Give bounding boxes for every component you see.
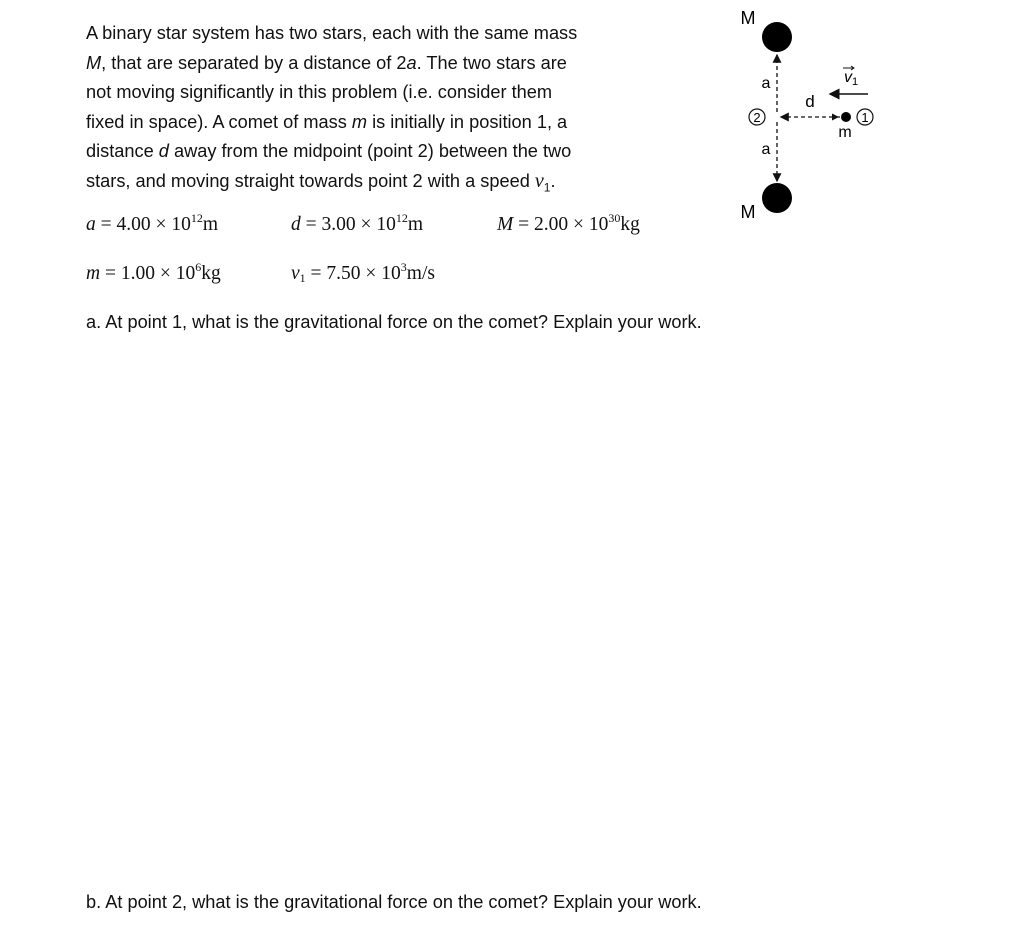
binary-star-diagram: [720, 0, 900, 230]
problem-statement: A binary star system has two stars, each with the same mass M, that are separated by a distance of 2a. The two stars are not moving significantly in this problem (i.e. consider them fixed in space). A comet of mass m is initially in position 1, a distance d away from the midpoint (point 2) between the two stars, and moving straight towards point 2 with a speed $v_1$.: [86, 23, 578, 195]
given-d: $d = 3.00 \times 10^{12}m$: [291, 211, 424, 235]
velocity-label: v1: [844, 69, 859, 88]
lower-distance-label: a: [761, 141, 771, 158]
comet: [841, 112, 851, 122]
question-a: a. At point 1, what is the gravitational force on the comet? Explain your work.: [86, 312, 702, 332]
star-bottom-label: M: [740, 202, 756, 222]
given-a: $a = 4.00 \times 10^{12}m$: [86, 211, 219, 235]
d-label: d: [805, 92, 815, 111]
star-top-label: M: [740, 8, 756, 28]
star-bottom: [762, 183, 792, 213]
given-M: $M = 2.00 \times 10^{30}kg$: [497, 211, 640, 235]
point-2-label: 2: [753, 110, 761, 125]
given-v1: $v_1 = 7.50 \times 10^3m/s$: [291, 260, 435, 285]
problem-line-1: A binary star system has two stars, each with the same mass: [86, 23, 578, 43]
point-1-label: 1: [861, 110, 869, 125]
star-top: [762, 22, 792, 52]
upper-distance-label: a: [761, 75, 771, 92]
problem-line-3: not moving significantly in this problem (i.e. consider them: [86, 82, 553, 102]
comet-label: m: [838, 124, 852, 141]
given-m: $m = 1.00 \times 10^6kg$: [86, 260, 221, 284]
question-b: b. At point 2, what is the gravitational force on the comet? Explain your work.: [86, 892, 702, 912]
mass-symbol: M: [86, 52, 102, 73]
